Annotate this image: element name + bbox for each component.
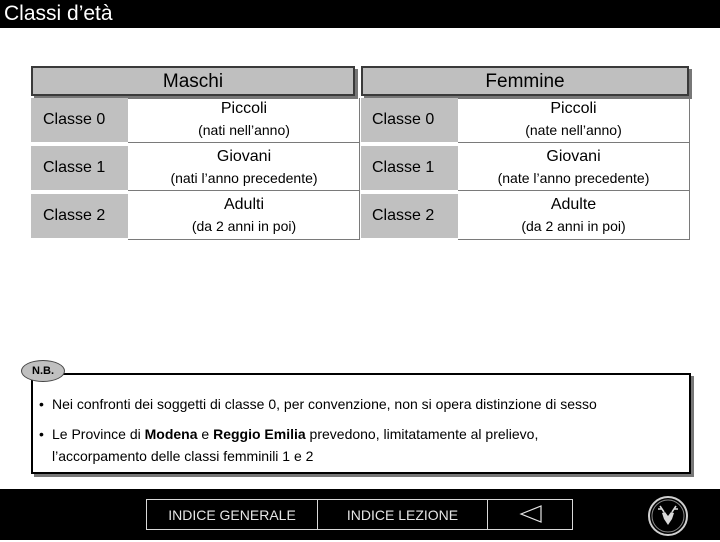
class-label: Classe 2 bbox=[43, 207, 106, 224]
table-cell-male bbox=[128, 98, 360, 142]
cell-note: (da 2 anni in poi) bbox=[191, 218, 297, 234]
bullet-icon: • bbox=[39, 426, 44, 442]
page-title: Classi d’età bbox=[4, 2, 113, 25]
table-divider bbox=[689, 98, 690, 240]
table-cell-male bbox=[128, 146, 360, 190]
cell-note: (nati nell’anno) bbox=[198, 122, 290, 138]
class-cell-male bbox=[31, 194, 128, 238]
cell-note: (nate nell’anno) bbox=[525, 122, 622, 138]
class-cell-male bbox=[31, 98, 128, 142]
deer-logo-icon bbox=[647, 495, 689, 537]
note-item-continued: l’accorpamento delle classi femminili 1 e 2 bbox=[52, 448, 314, 464]
class-label: Classe 1 bbox=[372, 159, 435, 176]
note-item: Nei confronti dei soggetti di classe 0, per convenzione, non si opera distinzione di sesso bbox=[52, 396, 597, 412]
table-divider bbox=[458, 190, 690, 191]
cell-name: Adulti bbox=[223, 196, 265, 213]
title-bar bbox=[0, 0, 720, 28]
cell-note: (da 2 anni in poi) bbox=[521, 218, 626, 234]
note-item bbox=[52, 423, 538, 445]
cell-name: Adulte bbox=[550, 196, 597, 213]
note-province-reggio: Reggio Emilia bbox=[213, 426, 306, 442]
header-females: Femmine bbox=[361, 66, 689, 96]
class-label: Classe 0 bbox=[43, 111, 106, 128]
class-label: Classe 0 bbox=[372, 111, 435, 128]
note-text: prevedono, limitatamente al prelievo, bbox=[305, 426, 539, 442]
class-cell-male bbox=[31, 146, 128, 190]
deer-head-logo bbox=[647, 495, 689, 537]
nav-lesson-index-button[interactable]: INDICE LEZIONE bbox=[317, 499, 488, 530]
note-text: e bbox=[197, 426, 214, 442]
table-cell-male bbox=[128, 194, 360, 238]
cell-name: Piccoli bbox=[550, 100, 597, 117]
class-cell-female bbox=[361, 146, 458, 190]
cell-name: Giovani bbox=[546, 148, 601, 165]
table-cell-female bbox=[458, 146, 689, 190]
cell-name: Piccoli bbox=[220, 100, 268, 117]
nav-general-index-button[interactable]: INDICE GENERALE bbox=[146, 499, 318, 530]
cell-name: Giovani bbox=[216, 148, 272, 165]
bullet-icon: • bbox=[39, 396, 44, 412]
nb-badge: N.B. bbox=[21, 360, 65, 382]
cell-note: (nate l’anno precedente) bbox=[497, 170, 650, 186]
table-cell-female bbox=[458, 194, 689, 238]
header-males: Maschi bbox=[31, 66, 355, 96]
note-province-modena: Modena bbox=[144, 426, 198, 442]
class-cell-female bbox=[361, 194, 458, 238]
table-cell-female bbox=[458, 98, 689, 142]
table-divider bbox=[128, 142, 360, 143]
table-divider bbox=[458, 142, 690, 143]
class-label: Classe 2 bbox=[372, 207, 435, 224]
table-divider bbox=[458, 239, 690, 240]
table-divider bbox=[128, 190, 360, 191]
class-cell-female bbox=[361, 98, 458, 142]
table-divider bbox=[128, 239, 360, 240]
back-button[interactable] bbox=[487, 499, 573, 530]
cell-note: (nati l’anno precedente) bbox=[170, 170, 318, 186]
triangle-left-icon bbox=[488, 500, 572, 529]
class-label: Classe 1 bbox=[43, 159, 106, 176]
note-text: Le Province di bbox=[52, 426, 145, 442]
